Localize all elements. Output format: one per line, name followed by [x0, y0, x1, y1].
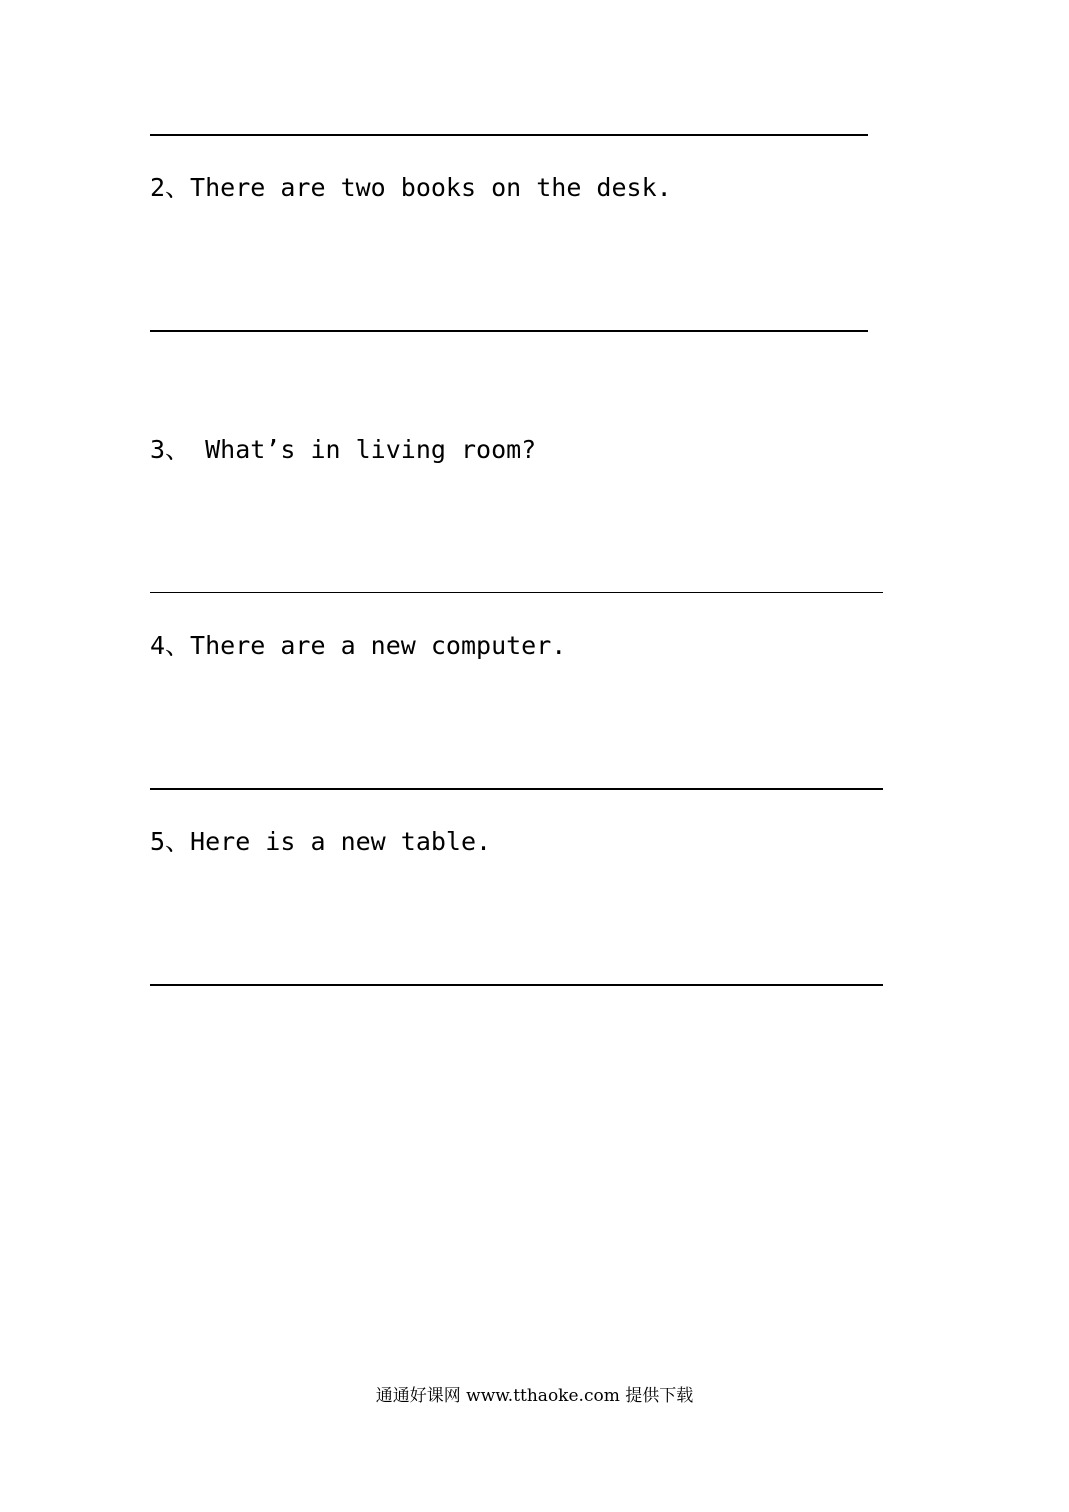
question-2: 2、There are two books on the desk.	[150, 173, 672, 202]
question-3: 3、 What’s in living room?	[150, 435, 537, 464]
answer-line-3	[150, 592, 883, 593]
question-4: 4、There are a new computer.	[150, 631, 567, 660]
answer-line-2	[150, 330, 868, 332]
answer-line-5	[150, 984, 883, 986]
answer-line-1	[150, 134, 868, 136]
answer-line-4	[150, 788, 883, 790]
footer-source-note: 通通好课网 www.tthaoke.com 提供下载	[375, 1386, 694, 1406]
question-5: 5、Here is a new table.	[150, 827, 492, 856]
